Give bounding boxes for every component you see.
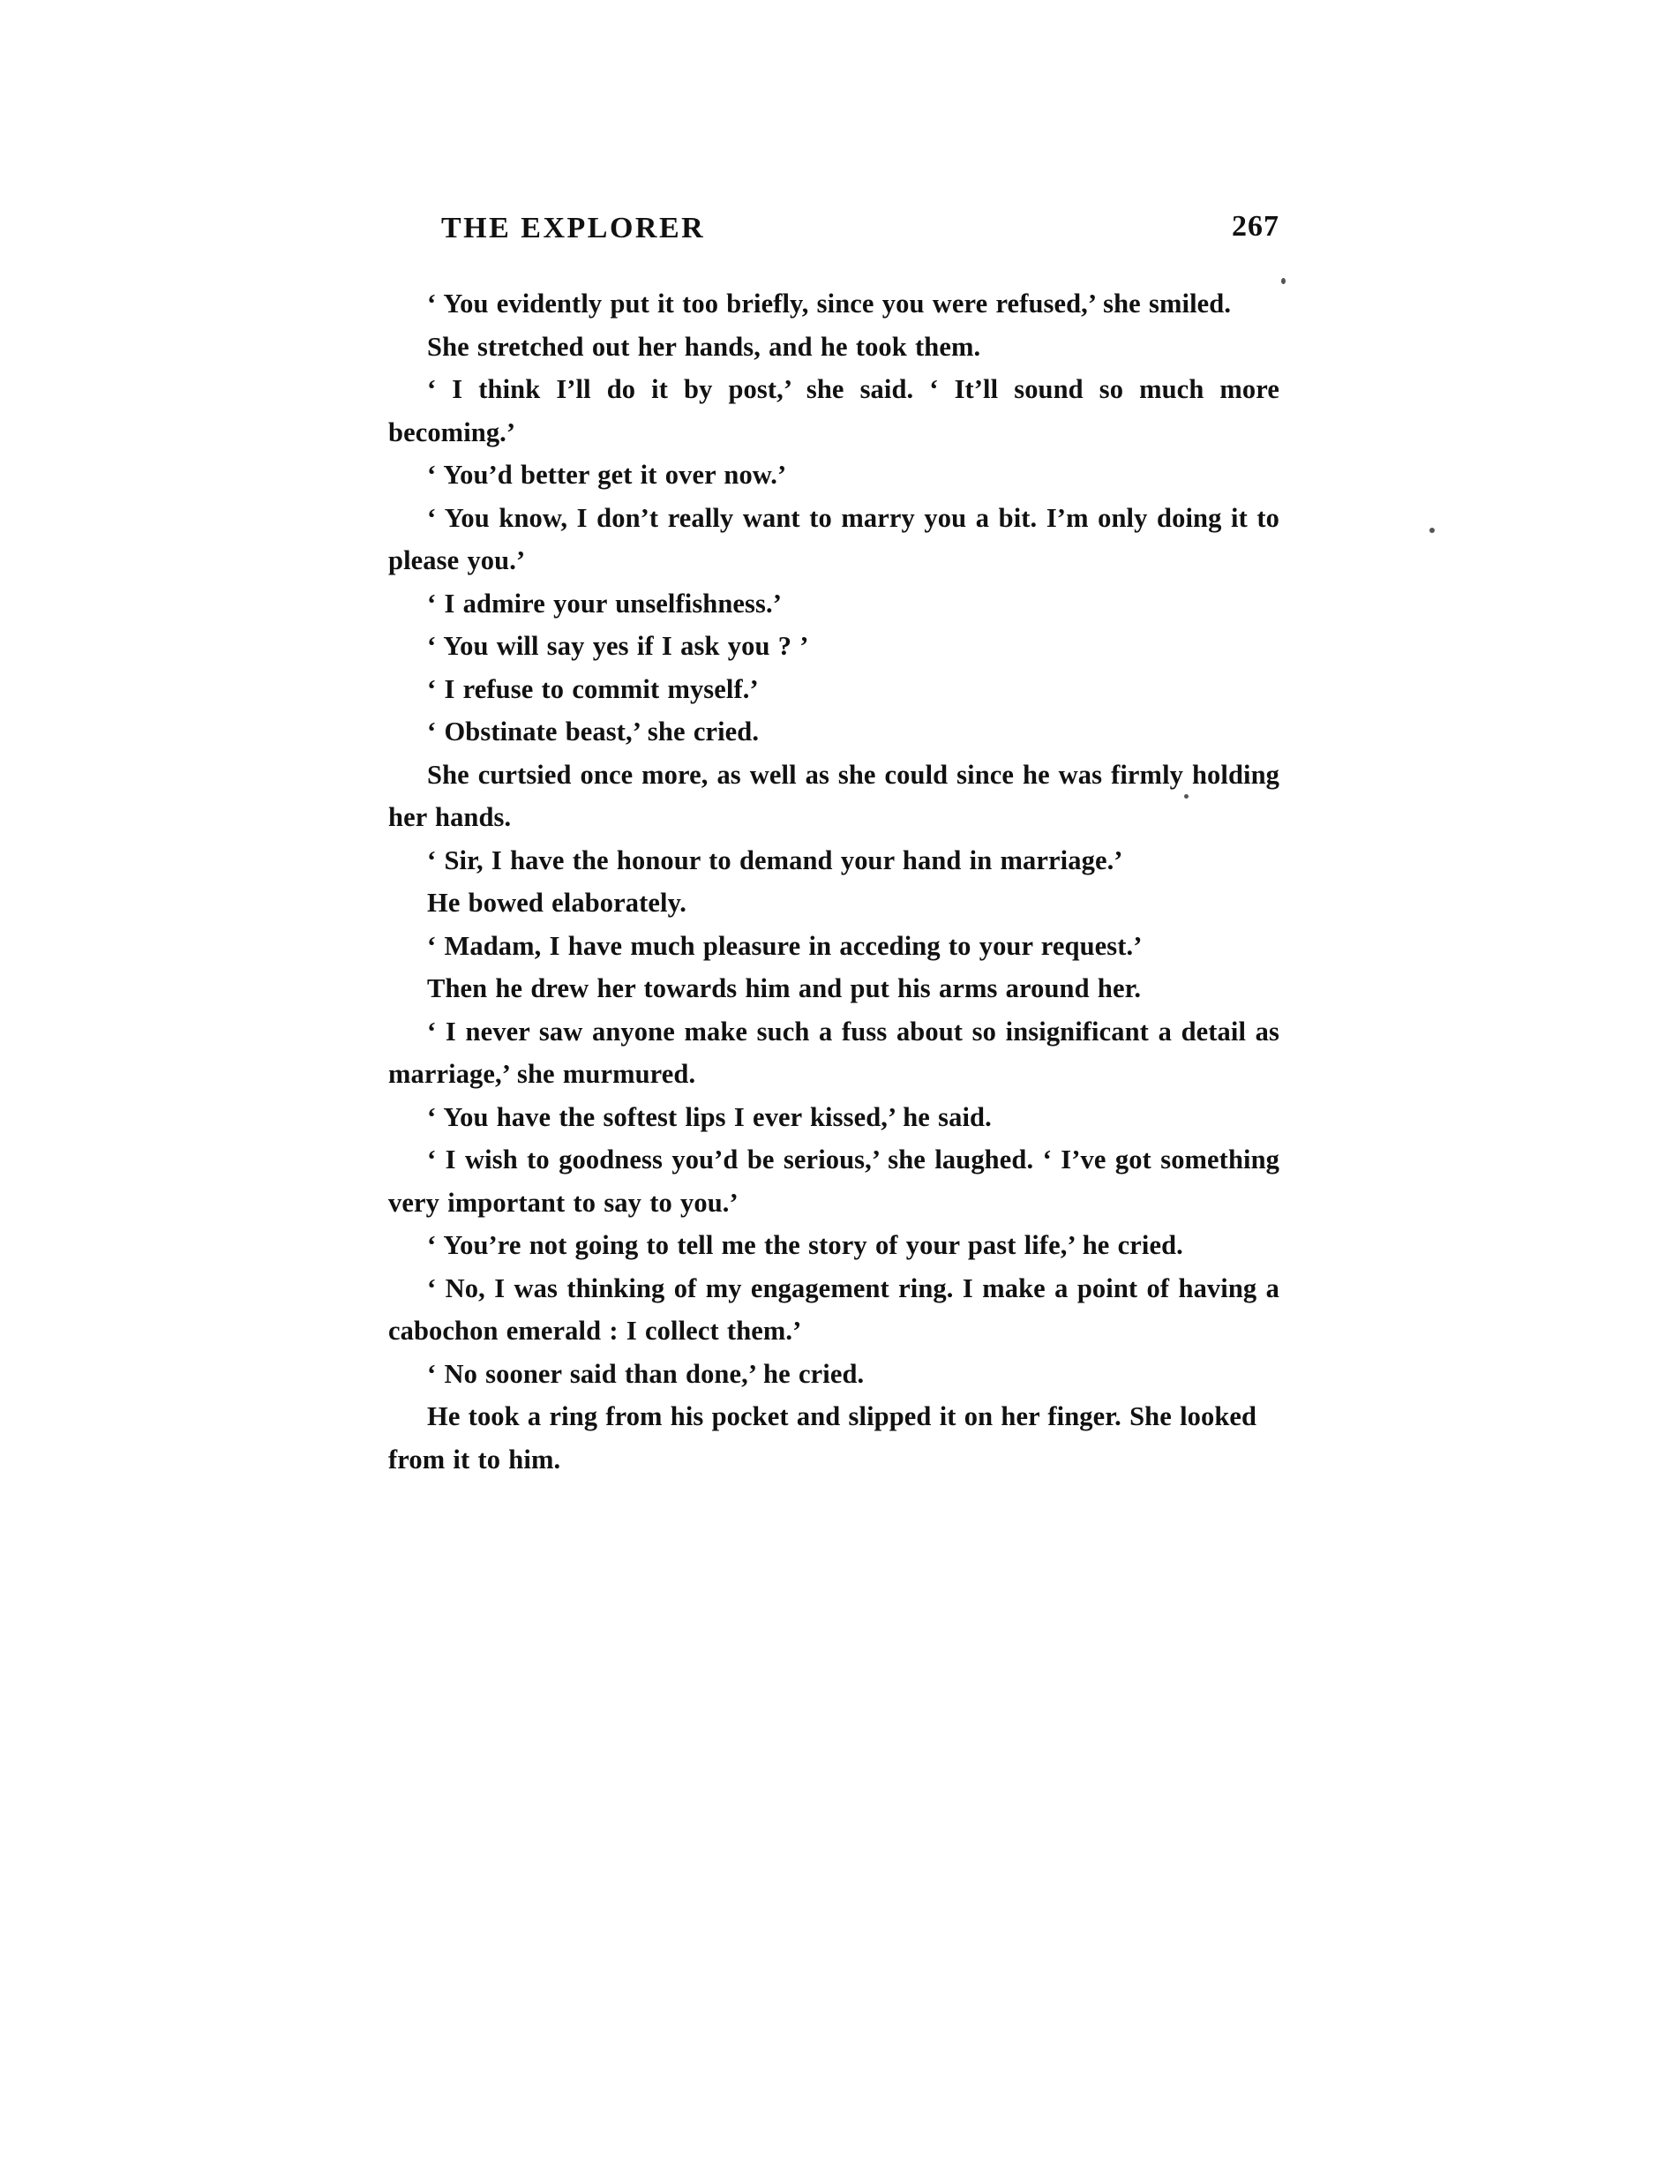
page-content bbox=[388, 212, 1279, 1481]
page-number: 267 bbox=[1232, 210, 1279, 243]
paragraph: ‘ Sir, I have the honour to demand your hand in marriage.’ bbox=[427, 844, 1123, 875]
paragraph: ‘ You’re not going to tell me the story of your past life,’ he cried. bbox=[427, 1230, 1183, 1260]
paragraph: ‘ I wish to goodness you’d be serious,’ she laughed. ‘ I’ve got something very important to say to you.’ bbox=[388, 1145, 1279, 1218]
paragraph: ‘ You have the softest lips I ever kissed,’ he said. bbox=[427, 1101, 992, 1132]
paragraph: ‘ I think I’ll do it by post,’ she said. ‘ It’ll sound so much more becoming.’ bbox=[388, 374, 1279, 447]
running-head bbox=[388, 212, 1279, 261]
paragraph: He took a ring from his pocket and slipped it on her finger. She looked from it to him. bbox=[388, 1401, 1257, 1475]
page-speckle bbox=[1281, 278, 1286, 284]
paragraph: ‘ I refuse to commit myself.’ bbox=[427, 673, 759, 704]
paragraph: ‘ No, I was thinking of my engagement ring. I make a point of having a cabochon emerald : I collect them.’ bbox=[388, 1272, 1279, 1346]
paragraph: ‘ You evidently put it too briefly, since you were refused,’ she smiled. bbox=[427, 289, 1232, 319]
paragraph: ‘ Obstinate beast,’ she cried. bbox=[427, 717, 760, 747]
paragraph: ‘ You know, I don’t really want to marry you a bit. I’m only doing it to please you.’ bbox=[388, 502, 1279, 575]
paragraph: She curtsied once more, as well as she could since he was firmly holding her hands. bbox=[388, 759, 1279, 832]
paragraph: ‘ You will say yes if I ask you ? ’ bbox=[427, 631, 809, 661]
paragraph: She stretched out her hands, and he took them. bbox=[427, 331, 981, 362]
page-speckle bbox=[1429, 528, 1435, 533]
paragraph: ‘ Madam, I have much pleasure in acceding to your request.’ bbox=[427, 930, 1143, 961]
paragraph: He bowed elaborately. bbox=[427, 888, 686, 918]
paragraph: ‘ You’d better get it over now.’ bbox=[427, 460, 787, 490]
page-title: THE EXPLORER bbox=[441, 212, 706, 244]
paragraph: Then he drew her towards him and put his arms around her. bbox=[427, 973, 1142, 1003]
paragraph: ‘ I never saw anyone make such a fuss about so insignificant a detail as marriage,’ she murmured. bbox=[388, 1016, 1279, 1089]
paragraph: ‘ No sooner said than done,’ he cried. bbox=[427, 1358, 865, 1389]
body-text bbox=[388, 282, 1279, 1481]
paragraph: ‘ I admire your unselfishness.’ bbox=[427, 588, 782, 619]
